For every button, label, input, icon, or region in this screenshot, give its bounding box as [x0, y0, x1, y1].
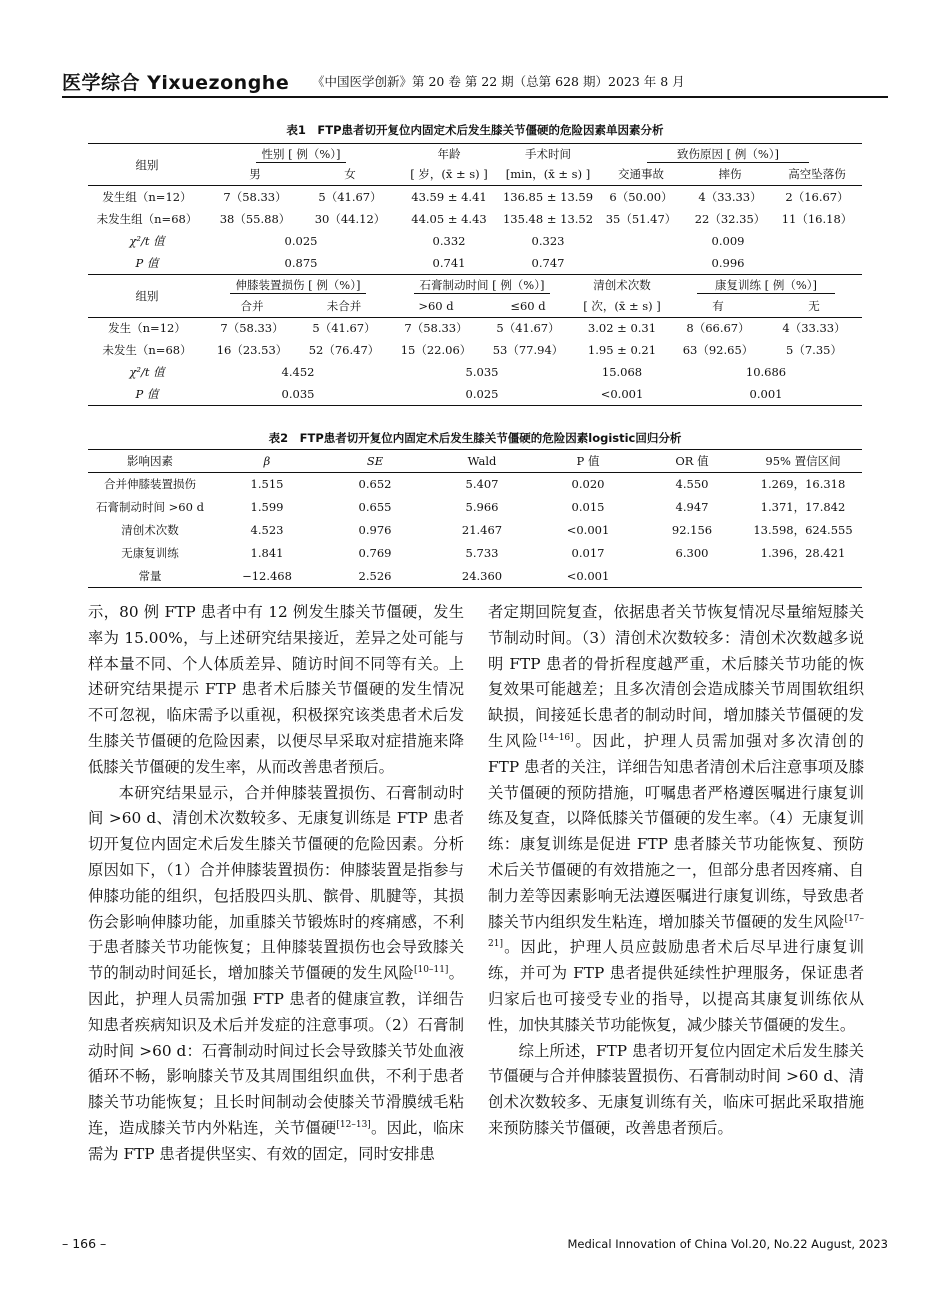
table-cell: 0.655 [358, 500, 392, 514]
table-row [88, 473, 862, 496]
table-cell: <0.001 [600, 386, 644, 401]
table-cell: 5（7.35） [786, 343, 842, 357]
t1b-not-combined: 未合并 [326, 298, 362, 313]
table-cell: 0.741 [432, 255, 466, 270]
t1b-debride-header: 清创术次数 [593, 277, 651, 292]
table-cell: 0.015 [571, 500, 605, 514]
table-cell: 15（22.06） [400, 343, 472, 357]
table-cell: 无康复训练 [121, 546, 179, 560]
table-cell: 10.686 [745, 365, 787, 379]
t2-header-factor: 影响因素 [127, 454, 173, 468]
t1b-cast-le: ≤60 d [510, 298, 546, 313]
t1b-cast-gt: >60 d [418, 298, 454, 313]
table-cell: 2（16.67） [785, 189, 849, 204]
table-cell: P 值 [135, 386, 159, 401]
section-title: 医学综合 Yixuezonghe [62, 72, 290, 94]
t1a-male: 男 [249, 167, 261, 182]
t2-header-se: SE [366, 454, 384, 468]
table-cell: 1.599 [250, 500, 284, 514]
t1a-group-header: 组别 [88, 144, 206, 186]
table-cell: 7（58.33） [404, 321, 468, 336]
table-cell: 0.025 [284, 233, 318, 248]
t1a-optime-unit: [min，(x̄ ± s) ] [505, 167, 591, 182]
table-cell: 0.996 [711, 255, 745, 270]
t1b-rehab-yes: 有 [712, 298, 724, 313]
t2-header-wald: Wald [467, 454, 497, 468]
table-cell: 0.332 [432, 233, 466, 248]
text-span: 。因此，护理人员应鼓励患者术后尽早进行康复训练，并可为 FTP 患者提供延续性护理服务，保证患者归家后也可接受专业的指导，以提高其康复训练依从性，加快其膝关节功能恢复，减少膝关节僵硬的发生。 [488, 938, 864, 1034]
table-row [88, 208, 862, 230]
table-cell: 5（41.67） [496, 321, 560, 336]
table2 [88, 430, 862, 588]
t1a-sex-header: 性别 [ 例（%）] [256, 147, 347, 163]
table-cell: 未发生组（n=68） [96, 211, 198, 226]
table2-grid [88, 449, 862, 588]
table-cell: −12.468 [242, 568, 292, 583]
table-cell: 16（23.53） [216, 343, 288, 357]
t1a-cause-header: 致伤原因 [ 例（%）] [647, 147, 809, 163]
citation: [14–16] [539, 732, 574, 743]
table-cell: 4（33.33） [782, 321, 846, 336]
table-cell: 2.526 [358, 568, 392, 583]
table-row [88, 252, 862, 274]
table-cell: 3.02 ± 0.31 [587, 321, 657, 336]
table-cell: 4.550 [675, 477, 709, 492]
table-cell: 未发生（n=68） [102, 343, 192, 357]
table-cell: 石膏制动时间 >60 d [96, 500, 204, 514]
table-cell: 0.020 [571, 477, 605, 492]
table-cell: 21.467 [461, 523, 503, 537]
table-cell: 0.025 [465, 386, 499, 401]
table-cell: 5（41.67） [312, 321, 376, 336]
table-cell: 发生（n=12） [108, 321, 186, 336]
table-cell: 92.156 [671, 523, 713, 537]
table-cell: 1.269，16.318 [760, 477, 846, 492]
table-cell: 1.515 [250, 477, 284, 492]
paragraph [88, 781, 464, 1168]
table-cell: 6（50.00） [609, 189, 673, 204]
t1a-female: 女 [344, 167, 356, 182]
t1b-extensor-header: 伸膝装置损伤 [ 例（%）] [230, 278, 367, 294]
table-cell: 136.85 ± 13.59 [502, 189, 594, 204]
table-cell: 0.769 [358, 546, 392, 560]
header-rule [62, 96, 888, 98]
table-row [88, 542, 862, 565]
table-cell: 5（41.67） [318, 189, 382, 204]
table-row [88, 230, 862, 252]
paragraph: 示，80 例 FTP 患者中有 12 例发生膝关节僵硬，发生率为 15.00%，与上述研究结果接近，差异之处可能与样本量不同、个人体质差异、随访时间不同等有关。上述研究结果提示 FTP 患者术后膝关节僵硬的发生情况不可忽视，临床需予以重视，积极探究该类患者术后发生膝关节僵硬的危险因素，以便尽早采取对症措施来降低膝关节僵硬的发生率，从而改善患者预后。 [88, 603, 464, 776]
t1a-cause-traffic: 交通事故 [618, 167, 664, 182]
table1 [88, 122, 862, 406]
table-cell: 52（76.47） [308, 343, 380, 357]
t1a-cause-height: 高空坠落伤 [788, 167, 846, 182]
table-cell: 常量 [138, 568, 162, 583]
table-cell: 22（32.35） [694, 211, 766, 226]
table-cell: 11（16.18） [781, 211, 853, 226]
t1a-optime-header: 手术时间 [525, 146, 571, 161]
table-cell: 53（77.94） [492, 343, 564, 357]
table-cell: 0.009 [711, 233, 745, 248]
table1-caption: 表1 FTP患者切开复位内固定术后发生膝关节僵硬的危险因素单因素分析 [286, 123, 664, 137]
table-cell: 63（92.65） [682, 343, 754, 357]
table-cell: 4.947 [675, 500, 709, 514]
table-cell: 30（44.12） [314, 211, 386, 226]
table-cell: 15.068 [601, 365, 643, 379]
body-left-column [88, 600, 464, 1168]
table2-caption: 表2 FTP患者切开复位内固定术后发生膝关节僵硬的危险因素logistic回归分析 [268, 431, 682, 445]
table-cell: 合并伸膝装置损伤 [104, 477, 196, 492]
table-cell: <0.001 [566, 523, 610, 537]
table-cell: 24.360 [461, 568, 503, 583]
text-span: 。因此，护理人员需加强 FTP 患者的健康宣教，详细告知患者疾病知识及术后并发症的注意事项。（2）石膏制动时间 >60 d：石膏制动时间过长会导致膝关节处血液循环不畅，影响膝关节及其周围组织血供，不利于患者膝关节功能恢复；且长时间制动会使膝关节滑膜绒毛粘连，造成膝关节内外粘连，关节僵硬 [88, 964, 464, 1137]
table-cell: 8（66.67） [686, 321, 750, 336]
table-cell: 1.841 [250, 546, 284, 560]
text-span: 者定期回院复查，依据患者关节恢复情况尽量缩短膝关节制动时间。（3）清创术次数较多：清创术次数越多说明 FTP 患者的骨折程度越严重，术后膝关节功能的恢复效果可能越差；且多次清创会造成膝关节周围软组织缺损，间接延长患者的制动时间，增加膝关节僵硬的发生风险 [488, 603, 864, 750]
table-cell: 6.300 [675, 546, 709, 560]
table-cell: 1.396，28.421 [760, 546, 846, 560]
table-row [88, 339, 862, 361]
table-cell: 44.05 ± 4.43 [411, 211, 487, 226]
table-cell [744, 565, 862, 588]
table-row [88, 383, 862, 405]
table-cell: 5.407 [465, 477, 499, 492]
t1b-debride-unit: [ 次，(x̄ ± s) ] [583, 298, 661, 313]
table-cell: 4（33.33） [698, 189, 762, 204]
table-row [88, 317, 862, 339]
table-cell: 5.035 [465, 365, 499, 379]
table-cell: 1.371，17.842 [760, 500, 846, 514]
t1a-age-unit: [ 岁，(x̄ ± s) ] [410, 167, 488, 182]
table-cell: 5.966 [465, 500, 499, 514]
table-cell: P 值 [135, 255, 159, 270]
table-cell: 清创术次数 [121, 523, 179, 537]
table1-part-b [88, 274, 862, 406]
t1b-group-header: 组别 [88, 274, 206, 317]
citation: [12–13] [336, 1119, 371, 1130]
table-cell: 7（58.33） [223, 189, 287, 204]
table-cell: 0.747 [531, 255, 565, 270]
journal-footer: Medical Innovation of China Vol.20, No.22 August, 2023 [567, 1237, 888, 1251]
table-cell: 1.95 ± 0.21 [587, 343, 657, 357]
citation: [17–21] [488, 913, 864, 950]
citation: [10–11] [414, 965, 449, 976]
paragraph: 综上所述，FTP 患者切开复位内固定术后发生膝关节僵硬与合并伸膝装置损伤、石膏制动时间 >60 d、清创术次数较多、无康复训练有关，临床可据此采取措施来预防膝关节僵硬，改善患者预后。 [488, 1041, 864, 1137]
table-cell [640, 565, 744, 588]
table-cell: 0.017 [571, 546, 605, 560]
t1b-cast-header: 石膏制动时间 [ 例（%）] [414, 278, 551, 294]
t2-header-ci: 95% 置信区间 [765, 454, 841, 468]
t1a-cause-fall: 摔伤 [718, 167, 742, 182]
table-cell: χ²/t 值 [129, 365, 165, 379]
table1-part-a [88, 143, 862, 274]
table-cell: 0.976 [358, 523, 392, 537]
table-row [88, 496, 862, 519]
table-cell: 0.875 [284, 255, 318, 270]
table-cell: 35（51.47） [605, 211, 677, 226]
table-cell: 0.652 [358, 477, 392, 492]
table-cell: 0.323 [531, 233, 565, 248]
table-cell: 0.035 [281, 386, 315, 401]
table-cell: 发生组（n=12） [102, 189, 192, 204]
t2-header-or: OR 值 [675, 454, 709, 468]
table-cell: <0.001 [566, 568, 610, 583]
paragraph [488, 600, 864, 1039]
journal-info: 《中国医学创新》第 20 卷 第 22 期（总第 628 期）2023 年 8 月 [312, 74, 685, 89]
t1b-rehab-no: 无 [808, 298, 820, 313]
table-cell: 135.48 ± 13.52 [502, 211, 594, 226]
table-cell: 0.001 [749, 386, 783, 401]
t2-header-beta: β [263, 454, 271, 468]
table-cell: 4.452 [281, 365, 315, 379]
text-span: 本研究结果显示，合并伸膝装置损伤、石膏制动时间 >60 d、清创术次数较多、无康复训练是 FTP 患者切开复位内固定术后发生膝关节僵硬的危险因素。分析原因如下，（1）合并伸膝装置损伤：伸膝装置是指参与伸膝功能的组织，包括股四头肌、髌骨、肌腱等，其损伤会影响伸膝功能，加重膝关节锻炼时的疼痛感，不利于患者膝关节功能恢复；且伸膝装置损伤也会导致膝关节的制动时间延长，增加膝关节僵硬的发生风险 [88, 783, 464, 983]
table-cell: 4.523 [250, 523, 284, 537]
page-number: – 166 – [62, 1236, 107, 1251]
table-row [88, 186, 862, 208]
text-span: 。因此，临床需为 FTP 患者提供坚实、有效的固定，同时安排患 [88, 1118, 464, 1163]
table-cell: 5.733 [465, 546, 499, 560]
table-row [88, 519, 862, 542]
table-cell: χ²/t 值 [129, 233, 165, 248]
table-cell: 13.598，624.555 [753, 523, 853, 537]
table-row [88, 361, 862, 383]
t2-header-p: P 值 [576, 454, 600, 468]
text-span: 。因此，护理人员需加强对多次清创的 FTP 患者的关注，详细告知患者清创术后注意事项及膝关节僵硬的预防措施，叮嘱患者严格遵医嘱进行康复训练及复查，以降低膝关节僵硬的发生率。（4）无康复训练：康复训练是促进 FTP 患者膝关节功能恢复、预防术后关节僵硬的有效措施之一，但部分患者因疼痛、自制力差等因素影响无法遵医嘱进行康复训练，导致患者膝关节内组织发生粘连，增加膝关节僵硬的发生风险 [488, 731, 864, 931]
t1b-rehab-header: 康复训练 [ 例（%）] [697, 278, 835, 294]
body-right-column [488, 600, 864, 1142]
table-cell: 7（58.33） [220, 321, 284, 336]
table-cell: 38（55.88） [219, 211, 291, 226]
table-cell: 43.59 ± 4.41 [411, 189, 487, 204]
t1a-age-header: 年龄 [437, 146, 461, 161]
t1b-combined: 合并 [240, 298, 264, 313]
table-row [88, 565, 862, 588]
